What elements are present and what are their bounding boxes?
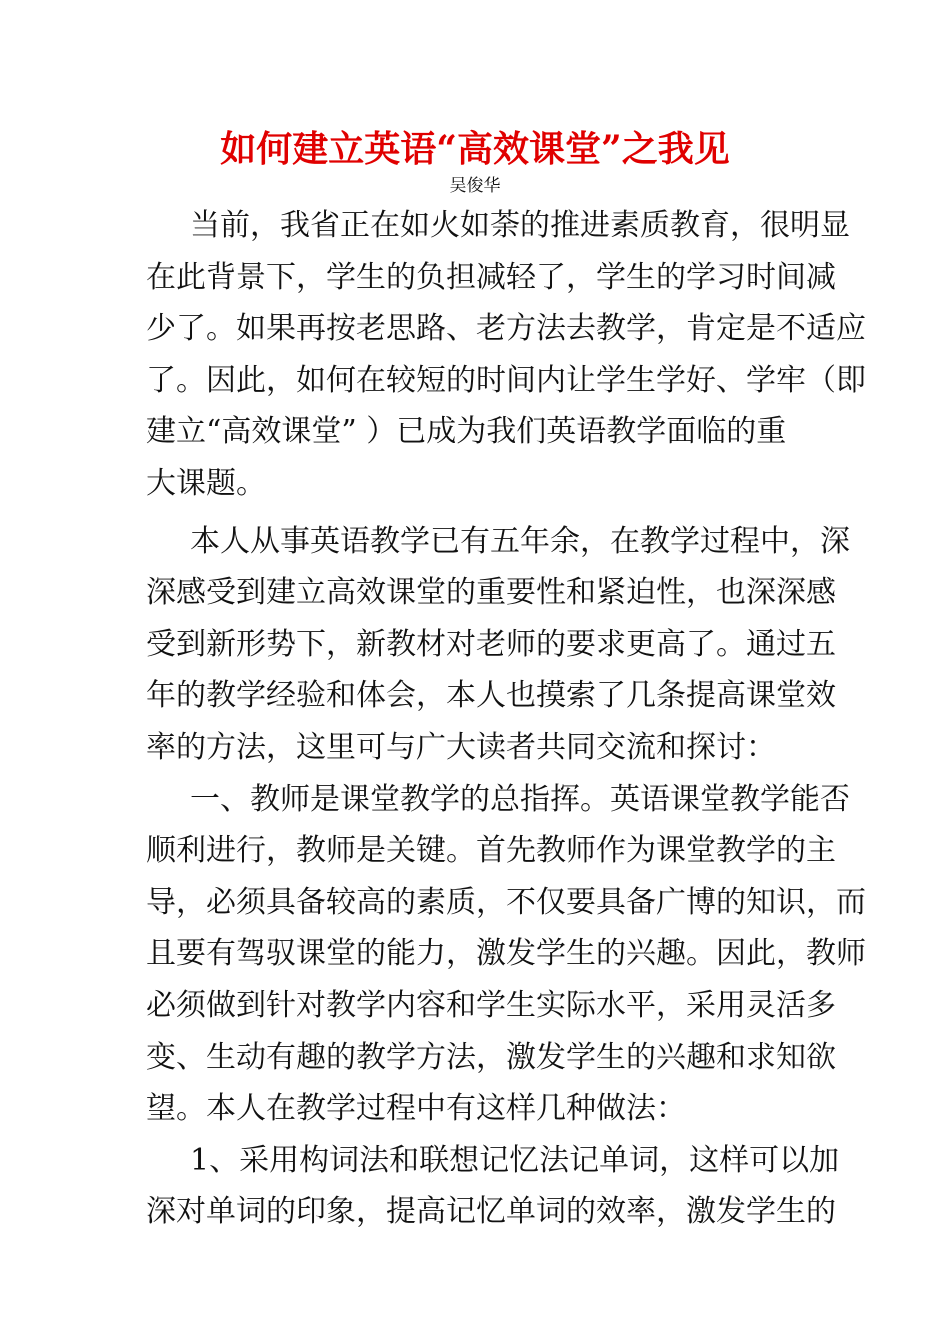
paragraph-line: 了。因此，如何在较短的时间内让学生学好、学牢（即	[146, 362, 866, 398]
paragraph-line: 一、教师是课堂教学的总指挥。英语课堂教学能否	[190, 781, 850, 817]
paragraph-line: 顺利进行，教师是关键。首先教师作为课堂教学的主	[146, 833, 836, 869]
paragraph-line: 建立“高效课堂” ）已成为我们英语教学面临的重	[146, 414, 787, 450]
paragraph-line: 深对单词的印象，提高记忆单词的效率，激发学生的	[146, 1194, 836, 1230]
paragraph	[146, 774, 866, 1135]
paragraph-line: 率的方法，这里可与广大读者共同交流和探讨：	[146, 729, 776, 765]
paragraph	[146, 516, 850, 774]
author-name: 吴俊华	[449, 176, 501, 196]
paragraph	[146, 1135, 840, 1238]
paragraph-line: 年的教学经验和体会，本人也摸索了几条提高课堂效	[146, 678, 836, 714]
document-title: 如何建立英语“高效课堂”之我见	[220, 128, 730, 170]
paragraph-line: 望。本人在教学过程中有这样几种做法：	[146, 1091, 686, 1127]
paragraph-line: 当前，我省正在如火如荼的推进素质教育，很明显	[190, 208, 850, 243]
paragraph-line: 在此背景下，学生的负担减轻了，学生的学习时间减	[146, 259, 836, 295]
paragraph-line: 1、采用构词法和联想记忆法记单词，这样可以加	[190, 1142, 840, 1178]
paragraph-line: 大课题。	[146, 465, 266, 501]
paragraph	[146, 200, 866, 510]
paragraph-line: 且要有驾驭课堂的能力，激发学生的兴趣。因此，教师	[146, 936, 866, 972]
document-body	[146, 200, 866, 1238]
paragraph-line: 本人从事英语教学已有五年余，在教学过程中，深	[190, 523, 850, 559]
paragraph-line: 导，必须具备较高的素质，不仅要具备广博的知识，而	[146, 884, 866, 920]
paragraph-line: 少了。如果再按老思路、老方法去教学，肯定是不适应	[146, 311, 866, 347]
paragraph-line: 必须做到针对教学内容和学生实际水平，采用灵活多	[146, 987, 836, 1023]
paragraph-line: 受到新形势下，新教材对老师的要求更高了。通过五	[146, 626, 836, 662]
paragraph-line: 深感受到建立高效课堂的重要性和紧迫性，也深深感	[146, 575, 836, 611]
paragraph-line: 变、生动有趣的教学方法，激发学生的兴趣和求知欲	[146, 1039, 836, 1075]
